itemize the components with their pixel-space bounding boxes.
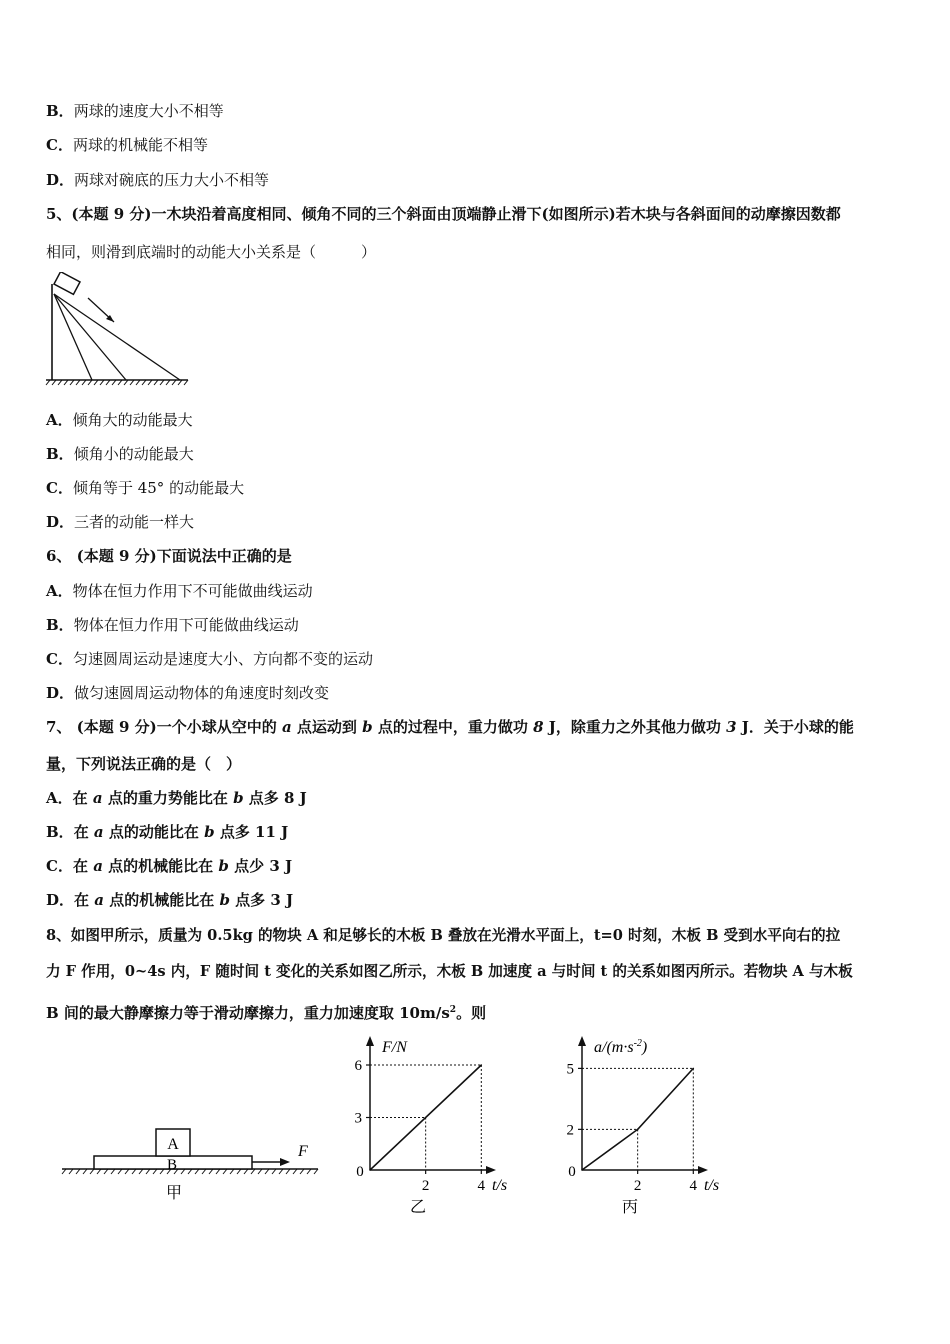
q4-option-b: B．两球的速度大小不相等 [46,102,224,120]
fig-jia [58,1118,328,1210]
chart-yi-f-vs-t [340,1032,530,1218]
caption-jia: 甲 [165,1185,183,1202]
yi-y-axis-arrow [366,1036,374,1046]
q6-option-d: D．做匀速圆周运动物体的角速度时刻改变 [46,684,330,702]
q4-option-c: C．两球的机械能不相等 [46,136,208,154]
bing-point-0 [581,1169,583,1171]
q6-option-b: B．物体在恒力作用下可能做曲线运动 [46,616,299,634]
chart-bing-a-vs-t [552,1032,752,1218]
q5-stem-line1: 5、(本题 9 分)一木块沿着高度相同、倾角不同的三个斜面由顶端静止滑下(如图所示)若木块与各斜面间的动摩擦因数都 [46,205,841,223]
q7-stem-line1: 7、 (本题 9 分)一个小球从空中的 a 点运动到 b 点的过程中，重力做功 8 J，除重力之外其他力做功 3 J．关于小球的能 [46,718,854,736]
bing-point-2 [693,1068,695,1070]
q7-stem-line2: 量，下列说法正确的是（ ） [46,755,242,773]
q7-option-a: A．在 a 点的重力势能比在 b 点多 8 J [46,789,307,807]
yi-ytick-label-3: 3 [354,1110,362,1127]
yi-x-axis-arrow [486,1166,496,1174]
bing-ytick-label-5: 5 [566,1061,574,1078]
yi-point-0 [369,1169,371,1171]
bing-x-axis-arrow [698,1166,708,1174]
bing-y-axis-arrow [578,1036,586,1046]
q5-incline-figure [44,272,194,388]
label-b: B [166,1157,178,1173]
q4-option-d: D．两球对碗底的压力大小不相等 [46,171,270,189]
q8-stem-line1: 8、如图甲所示，质量为 0.5kg 的物块 A 和足够长的木板 B 叠放在光滑水平面上，t=0 时刻，木板 B 受到水平向右的拉 [46,927,841,944]
q5-option-b: B．倾角小的动能最大 [46,445,194,463]
bing-point-1 [637,1129,639,1131]
q6-option-a: A．物体在恒力作用下不可能做曲线运动 [46,582,313,600]
q5-incline-medium [54,294,126,380]
yi-caption: 乙 [409,1199,427,1216]
bing-xlabel: t/s [704,1177,720,1194]
q5-wood-block [54,272,80,294]
q6-option-c: C．匀速圆周运动是速度大小、方向都不变的运动 [46,650,373,668]
q7-option-c: C．在 a 点的机械能比在 b 点少 3 J [46,857,293,875]
bing-ylabel: $a/(m\cdot s^{-2})$ [594,1038,648,1056]
yi-ytick-label-6: 6 [354,1058,362,1074]
q5-option-a: A．倾角大的动能最大 [46,411,193,429]
q5-stem-line2: 相同，则滑到底端时的动能大小关系是（ ） [46,243,377,261]
q7-option-b: B．在 a 点的动能比在 b 点多 11 J [46,823,289,841]
q6-stem: 6、 (本题 9 分)下面说法中正确的是 [46,547,292,565]
yi-ylabel: F/N [382,1039,407,1056]
bing-xtick-label-4: 4 [689,1178,698,1194]
bing-xtick-label-2: 2 [633,1178,642,1194]
yi-xtick-label-4: 4 [477,1178,486,1194]
bing-caption: 丙 [621,1199,639,1216]
q5-option-d: D．三者的动能一样大 [46,513,195,531]
q8-stem-line3: B 间的最大静摩擦力等于滑动摩擦力，重力加速度取 $10m/s^2$。则 [46,1004,487,1022]
q8-stem-line2: 力 F 作用，0~4s 内，F 随时间 t 变化的关系如图乙所示，木板 B 加速度 a 与时间 t 的关系如图丙所示。若物块 A 与木板 [46,963,853,980]
q5-option-c: C．倾角等于 45° 的动能最大 [46,479,245,497]
yi-point-1 [481,1064,483,1066]
bing-ytick-label-2: 2 [566,1122,574,1139]
label-f: F [298,1143,308,1160]
bing-origin: 0 [568,1164,576,1180]
q7-option-d: D．在 a 点的机械能比在 b 点多 3 J [46,891,294,909]
yi-xlabel: t/s [492,1177,508,1194]
label-a: A [167,1136,179,1153]
force-arrow-head [280,1158,290,1166]
yi-origin: 0 [356,1164,364,1180]
yi-xtick-label-2: 2 [421,1178,430,1194]
